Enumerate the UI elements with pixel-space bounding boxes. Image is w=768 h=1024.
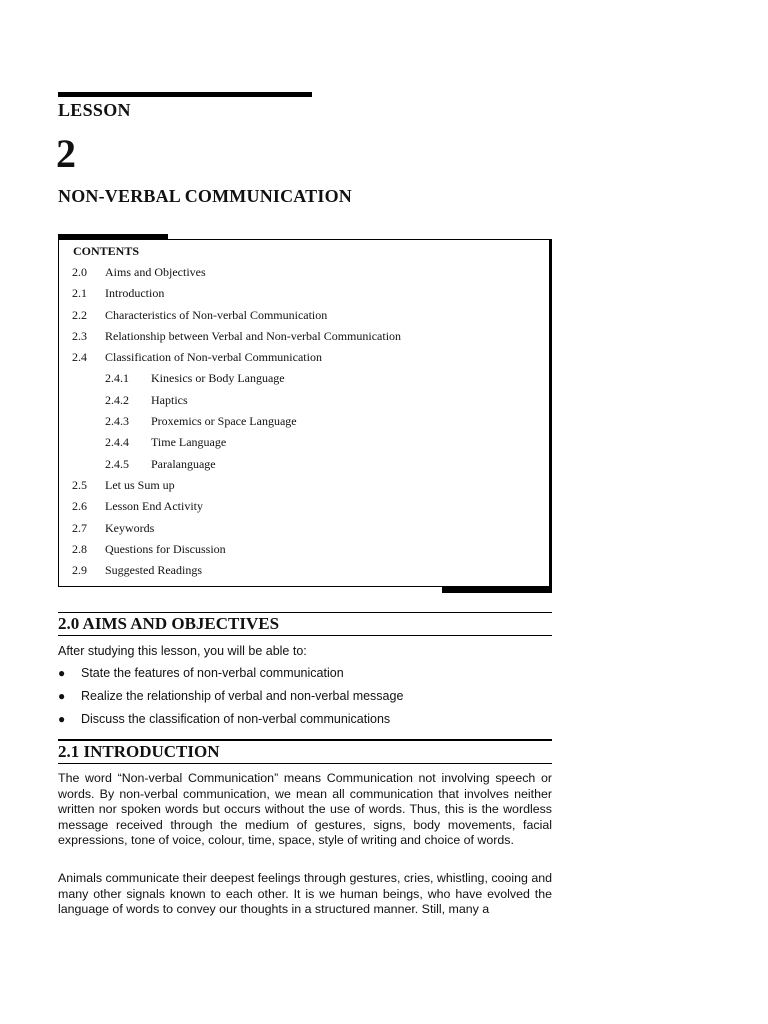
toc-number: 2.3	[72, 328, 87, 343]
introduction-paragraph: The word “Non-verbal Communication” means Communication not involving speech or words. By non-verbal communication, we mean all communication that involves neither written nor spoken words but occurs without the use of words. Thus, this is the wordless message received through the medium of gestures, signs, body movements, facial expressions, tone of voice, colour, time, space, style of writing and choice of words.	[58, 771, 552, 848]
toc-item[interactable]	[59, 305, 549, 326]
toc-title: Kinesics or Body Language	[151, 371, 285, 386]
toc-number: 2.0	[72, 265, 87, 279]
toc-item[interactable]	[59, 326, 549, 347]
bullet-icon: ●	[58, 712, 66, 726]
bullet-icon: ●	[58, 666, 66, 680]
toc-number: 2.4.4	[105, 435, 129, 450]
contents-box-shadow-bottom	[442, 587, 552, 593]
aims-intro-text: After studying this lesson, you will be able to:	[58, 644, 307, 658]
table-of-contents	[59, 262, 549, 581]
toc-title: Characteristics of Non-verbal Communication	[105, 307, 328, 322]
introduction-paragraph: Animals communicate their deepest feelings through gestures, cries, whistling, cooing and many other signals known to each other. It is we human beings, who have evolved the language of words to convey our thoughts in a structured manner. Still, many a	[58, 871, 552, 917]
toc-title: Paralanguage	[151, 456, 216, 471]
lesson-label: LESSON	[58, 100, 131, 120]
toc-title: Lesson End Activity	[105, 499, 203, 514]
toc-subitem[interactable]	[59, 368, 549, 389]
toc-number: 2.9	[72, 563, 87, 578]
toc-subitem[interactable]	[59, 454, 549, 475]
toc-title: Keywords	[105, 520, 155, 535]
toc-item[interactable]	[59, 347, 549, 368]
toc-item[interactable]	[59, 539, 549, 560]
toc-item[interactable]	[59, 560, 549, 581]
objective-text: State the features of non-verbal communication	[81, 666, 344, 680]
toc-number: 2.1	[72, 286, 87, 301]
toc-item[interactable]	[59, 475, 549, 496]
toc-number: 2.2	[72, 307, 87, 322]
lesson-number: 2	[56, 131, 76, 176]
toc-title: Proxemics or Space Language	[151, 414, 297, 429]
toc-title: Haptics	[151, 392, 188, 407]
toc-subitem[interactable]	[59, 432, 549, 453]
contents-heading: CONTENTS	[73, 244, 140, 258]
toc-number: 2.8	[72, 541, 87, 556]
toc-title: Introduction	[105, 286, 165, 301]
lesson-title: NON-VERBAL COMMUNICATION	[58, 186, 352, 206]
toc-title: Suggested Readings	[105, 563, 202, 578]
objective-text: Discuss the classification of non-verbal communications	[81, 712, 391, 726]
toc-subitem[interactable]	[59, 411, 549, 432]
header-rule	[58, 92, 312, 97]
toc-title: Let us Sum up	[105, 477, 175, 492]
toc-number: 2.4.1	[105, 371, 129, 386]
toc-item[interactable]	[59, 518, 549, 539]
toc-number: 2.4.3	[105, 414, 129, 429]
section-heading-introduction: 2.1 INTRODUCTION	[58, 739, 552, 764]
bullet-icon: ●	[58, 689, 66, 703]
toc-title: Classification of Non-verbal Communication	[105, 350, 322, 365]
toc-title: Relationship between Verbal and Non-verbal Communication	[105, 328, 402, 343]
toc-number: 2.4.5	[105, 456, 129, 471]
toc-title: Questions for Discussion	[105, 541, 226, 556]
toc-number: 2.4.2	[105, 392, 129, 407]
toc-number: 2.7	[72, 520, 87, 535]
contents-box-shadow-right	[549, 239, 552, 593]
contents-box	[58, 239, 550, 587]
toc-title: Aims and Objectives	[105, 265, 206, 279]
toc-title: Time Language	[151, 435, 227, 450]
objective-text: Realize the relationship of verbal and non-verbal message	[81, 689, 404, 703]
toc-subitem[interactable]	[59, 390, 549, 411]
toc-number: 2.4	[72, 350, 87, 365]
toc-item[interactable]	[59, 262, 549, 283]
toc-item[interactable]	[59, 496, 549, 517]
toc-number: 2.6	[72, 499, 87, 514]
toc-item[interactable]	[59, 283, 549, 304]
toc-number: 2.5	[72, 477, 87, 492]
section-heading-aims: 2.0 AIMS AND OBJECTIVES	[58, 612, 552, 636]
